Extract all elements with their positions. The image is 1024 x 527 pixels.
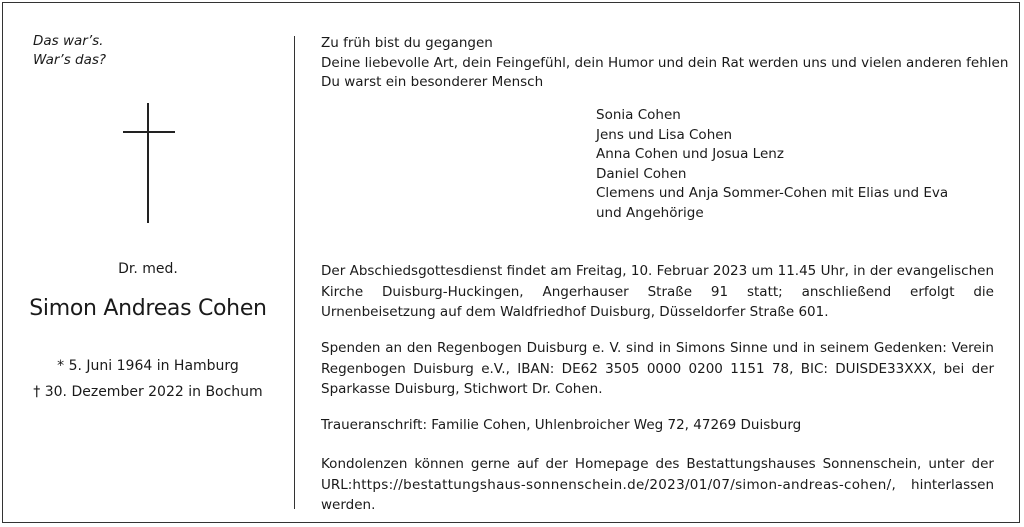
service-info: Der Abschiedsgottesdienst findet am Freitag, 10. Februar 2023 um 11.45 Uhr, in der evangelischen Kirche Duisburg-Huckingen, Angerhauser Straße 91 statt; anschließend erfolgt die Urnenbeisetzung auf dem Waldfriedhof Duisburg, Düsseldorfer Straße 601. <box>321 263 994 320</box>
condolence-text-end: , hinterlassen werden. <box>321 476 994 513</box>
mourning-address: Traueranschrift: Familie Cohen, Uhlenbroicher Weg 72, 47269 Duisburg <box>321 417 802 433</box>
mourner: Jens und Lisa Cohen <box>596 126 733 143</box>
condolence-info <box>321 454 994 516</box>
mourner: Sonia Cohen <box>596 107 681 123</box>
motto-line-2: War’s das? <box>33 52 107 68</box>
mourner: und Angehörige <box>596 204 704 221</box>
mourners-list <box>596 106 948 223</box>
column-divider <box>294 36 295 509</box>
mourner: Anna Cohen und Josua Lenz <box>596 146 784 162</box>
donation-info: Spenden an den Regenbogen Duisburg e. V. sind in Simons Sinne und in seinem Gedenken: Verein Regenbogen Duisburg e.V., IBAN: DE62 3505 0000 0200 1151 78, BIC: DUISDE33XXX, bei der Sparkasse Duisburg, Stichwort Dr. Cohen. <box>321 340 994 397</box>
birth-date: * 5. Juni 1964 in Hamburg <box>57 358 239 374</box>
death-date: † 30. Dezember 2022 in Bochum <box>33 384 263 400</box>
tribute-line: Zu früh bist du gegangen <box>321 35 493 51</box>
condolence-text: Kondolenzen können gerne auf der Homepage des Bestattungshauses Sonnenschein, unter der URL: <box>321 456 994 493</box>
motto <box>33 32 106 70</box>
tribute-text <box>321 34 1009 93</box>
motto-line-1: Das war’s. <box>33 33 104 49</box>
deceased-name: Simon Andreas Cohen <box>29 296 267 321</box>
tribute-line: Deine liebevolle Art, dein Feingefühl, dein Humor und dein Rat werden uns und vielen anderen fehlen <box>321 54 1009 71</box>
academic-title: Dr. med. <box>118 261 178 277</box>
left-column <box>0 0 296 527</box>
mourner: Clemens und Anja Sommer-Cohen mit Elias und Eva <box>596 185 949 201</box>
cross-icon <box>123 103 175 223</box>
mourner: Daniel Cohen <box>596 165 687 182</box>
tribute-line: Du warst ein besonderer Mensch <box>321 74 544 90</box>
condolence-url[interactable]: https://bestattungshaus-sonnenschein.de/2023/01/07/simon-andreas-cohen/ <box>352 476 892 493</box>
